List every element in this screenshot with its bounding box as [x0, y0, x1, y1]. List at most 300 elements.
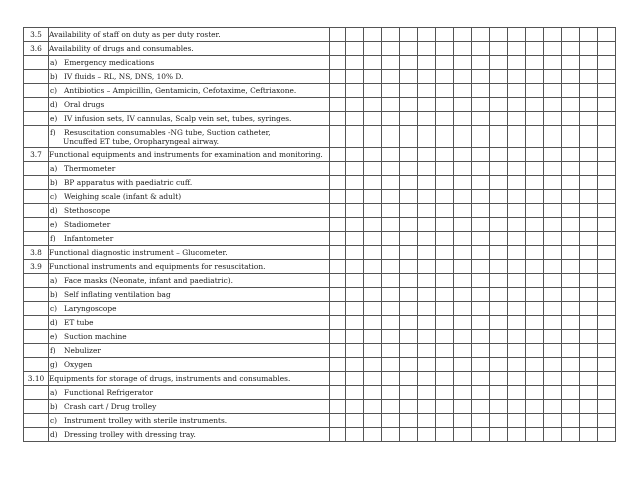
score-cell[interactable]	[346, 204, 364, 218]
score-cell[interactable]	[490, 414, 508, 428]
score-cell[interactable]	[382, 400, 400, 414]
score-cell[interactable]	[508, 112, 526, 126]
score-cell[interactable]	[562, 190, 580, 204]
score-cell[interactable]	[544, 176, 562, 190]
score-cell[interactable]	[508, 190, 526, 204]
score-cell[interactable]	[490, 204, 508, 218]
score-cell[interactable]	[526, 70, 544, 84]
score-cell[interactable]	[562, 218, 580, 232]
score-cell[interactable]	[364, 218, 382, 232]
score-cell[interactable]	[436, 176, 454, 190]
score-cell[interactable]	[562, 260, 580, 274]
score-cell[interactable]	[472, 162, 490, 176]
score-cell[interactable]	[330, 316, 346, 330]
score-cell[interactable]	[436, 126, 454, 148]
score-cell[interactable]	[544, 126, 562, 148]
score-cell[interactable]	[472, 274, 490, 288]
score-cell[interactable]	[598, 260, 616, 274]
score-cell[interactable]	[382, 148, 400, 162]
score-cell[interactable]	[526, 274, 544, 288]
score-cell[interactable]	[454, 246, 472, 260]
score-cell[interactable]	[598, 246, 616, 260]
score-cell[interactable]	[418, 302, 436, 316]
score-cell[interactable]	[526, 190, 544, 204]
score-cell[interactable]	[454, 218, 472, 232]
score-cell[interactable]	[330, 386, 346, 400]
score-cell[interactable]	[330, 42, 346, 56]
score-cell[interactable]	[508, 316, 526, 330]
score-cell[interactable]	[418, 232, 436, 246]
score-cell[interactable]	[490, 400, 508, 414]
score-cell[interactable]	[436, 274, 454, 288]
score-cell[interactable]	[382, 42, 400, 56]
score-cell[interactable]	[418, 84, 436, 98]
score-cell[interactable]	[580, 330, 598, 344]
score-cell[interactable]	[454, 176, 472, 190]
score-cell[interactable]	[544, 414, 562, 428]
score-cell[interactable]	[364, 112, 382, 126]
score-cell[interactable]	[346, 232, 364, 246]
score-cell[interactable]	[454, 28, 472, 42]
score-cell[interactable]	[598, 218, 616, 232]
score-cell[interactable]	[400, 232, 418, 246]
score-cell[interactable]	[562, 112, 580, 126]
score-cell[interactable]	[454, 372, 472, 386]
score-cell[interactable]	[346, 112, 364, 126]
score-cell[interactable]	[330, 414, 346, 428]
score-cell[interactable]	[346, 246, 364, 260]
score-cell[interactable]	[400, 386, 418, 400]
score-cell[interactable]	[400, 190, 418, 204]
score-cell[interactable]	[418, 126, 436, 148]
score-cell[interactable]	[598, 162, 616, 176]
score-cell[interactable]	[490, 190, 508, 204]
score-cell[interactable]	[330, 126, 346, 148]
score-cell[interactable]	[508, 358, 526, 372]
score-cell[interactable]	[364, 316, 382, 330]
score-cell[interactable]	[454, 260, 472, 274]
score-cell[interactable]	[526, 246, 544, 260]
score-cell[interactable]	[580, 204, 598, 218]
score-cell[interactable]	[454, 386, 472, 400]
score-cell[interactable]	[400, 84, 418, 98]
score-cell[interactable]	[454, 400, 472, 414]
score-cell[interactable]	[490, 98, 508, 112]
score-cell[interactable]	[544, 386, 562, 400]
score-cell[interactable]	[364, 386, 382, 400]
score-cell[interactable]	[346, 386, 364, 400]
score-cell[interactable]	[490, 70, 508, 84]
score-cell[interactable]	[454, 358, 472, 372]
score-cell[interactable]	[454, 148, 472, 162]
score-cell[interactable]	[418, 176, 436, 190]
score-cell[interactable]	[472, 218, 490, 232]
score-cell[interactable]	[382, 260, 400, 274]
score-cell[interactable]	[436, 260, 454, 274]
score-cell[interactable]	[580, 42, 598, 56]
score-cell[interactable]	[490, 344, 508, 358]
score-cell[interactable]	[598, 288, 616, 302]
score-cell[interactable]	[490, 218, 508, 232]
score-cell[interactable]	[364, 190, 382, 204]
score-cell[interactable]	[436, 112, 454, 126]
score-cell[interactable]	[346, 28, 364, 42]
score-cell[interactable]	[580, 218, 598, 232]
score-cell[interactable]	[544, 204, 562, 218]
score-cell[interactable]	[364, 428, 382, 442]
score-cell[interactable]	[330, 302, 346, 316]
score-cell[interactable]	[330, 330, 346, 344]
score-cell[interactable]	[346, 428, 364, 442]
score-cell[interactable]	[490, 148, 508, 162]
score-cell[interactable]	[418, 246, 436, 260]
score-cell[interactable]	[454, 112, 472, 126]
score-cell[interactable]	[526, 204, 544, 218]
score-cell[interactable]	[418, 428, 436, 442]
score-cell[interactable]	[490, 316, 508, 330]
score-cell[interactable]	[490, 232, 508, 246]
score-cell[interactable]	[330, 84, 346, 98]
score-cell[interactable]	[508, 288, 526, 302]
score-cell[interactable]	[472, 344, 490, 358]
score-cell[interactable]	[382, 70, 400, 84]
score-cell[interactable]	[454, 98, 472, 112]
score-cell[interactable]	[330, 372, 346, 386]
score-cell[interactable]	[508, 70, 526, 84]
score-cell[interactable]	[580, 84, 598, 98]
score-cell[interactable]	[562, 176, 580, 190]
score-cell[interactable]	[562, 246, 580, 260]
score-cell[interactable]	[508, 372, 526, 386]
score-cell[interactable]	[580, 98, 598, 112]
score-cell[interactable]	[472, 358, 490, 372]
score-cell[interactable]	[598, 112, 616, 126]
score-cell[interactable]	[472, 400, 490, 414]
score-cell[interactable]	[346, 176, 364, 190]
score-cell[interactable]	[400, 56, 418, 70]
score-cell[interactable]	[472, 56, 490, 70]
score-cell[interactable]	[508, 344, 526, 358]
score-cell[interactable]	[400, 414, 418, 428]
score-cell[interactable]	[562, 28, 580, 42]
score-cell[interactable]	[346, 98, 364, 112]
score-cell[interactable]	[526, 42, 544, 56]
score-cell[interactable]	[436, 28, 454, 42]
score-cell[interactable]	[364, 246, 382, 260]
score-cell[interactable]	[526, 162, 544, 176]
score-cell[interactable]	[382, 344, 400, 358]
score-cell[interactable]	[526, 372, 544, 386]
score-cell[interactable]	[382, 428, 400, 442]
score-cell[interactable]	[436, 358, 454, 372]
score-cell[interactable]	[436, 288, 454, 302]
score-cell[interactable]	[472, 260, 490, 274]
score-cell[interactable]	[330, 112, 346, 126]
score-cell[interactable]	[472, 148, 490, 162]
score-cell[interactable]	[400, 358, 418, 372]
score-cell[interactable]	[454, 274, 472, 288]
score-cell[interactable]	[562, 428, 580, 442]
score-cell[interactable]	[490, 386, 508, 400]
score-cell[interactable]	[544, 190, 562, 204]
score-cell[interactable]	[330, 162, 346, 176]
score-cell[interactable]	[382, 246, 400, 260]
score-cell[interactable]	[400, 176, 418, 190]
score-cell[interactable]	[562, 372, 580, 386]
score-cell[interactable]	[544, 162, 562, 176]
score-cell[interactable]	[580, 400, 598, 414]
score-cell[interactable]	[400, 274, 418, 288]
score-cell[interactable]	[436, 232, 454, 246]
score-cell[interactable]	[454, 428, 472, 442]
score-cell[interactable]	[526, 98, 544, 112]
score-cell[interactable]	[490, 176, 508, 190]
score-cell[interactable]	[580, 246, 598, 260]
score-cell[interactable]	[346, 70, 364, 84]
score-cell[interactable]	[382, 274, 400, 288]
score-cell[interactable]	[490, 56, 508, 70]
score-cell[interactable]	[454, 84, 472, 98]
score-cell[interactable]	[364, 84, 382, 98]
score-cell[interactable]	[580, 260, 598, 274]
score-cell[interactable]	[382, 28, 400, 42]
score-cell[interactable]	[508, 148, 526, 162]
score-cell[interactable]	[508, 414, 526, 428]
score-cell[interactable]	[418, 112, 436, 126]
score-cell[interactable]	[526, 126, 544, 148]
score-cell[interactable]	[472, 84, 490, 98]
score-cell[interactable]	[490, 288, 508, 302]
score-cell[interactable]	[508, 204, 526, 218]
score-cell[interactable]	[330, 218, 346, 232]
score-cell[interactable]	[400, 42, 418, 56]
score-cell[interactable]	[418, 28, 436, 42]
score-cell[interactable]	[580, 372, 598, 386]
score-cell[interactable]	[580, 126, 598, 148]
score-cell[interactable]	[436, 316, 454, 330]
score-cell[interactable]	[562, 274, 580, 288]
score-cell[interactable]	[472, 288, 490, 302]
score-cell[interactable]	[490, 84, 508, 98]
score-cell[interactable]	[526, 330, 544, 344]
score-cell[interactable]	[364, 400, 382, 414]
score-cell[interactable]	[346, 372, 364, 386]
score-cell[interactable]	[418, 316, 436, 330]
score-cell[interactable]	[472, 372, 490, 386]
score-cell[interactable]	[436, 344, 454, 358]
score-cell[interactable]	[562, 386, 580, 400]
score-cell[interactable]	[418, 344, 436, 358]
score-cell[interactable]	[598, 330, 616, 344]
score-cell[interactable]	[544, 28, 562, 42]
score-cell[interactable]	[472, 414, 490, 428]
score-cell[interactable]	[490, 372, 508, 386]
score-cell[interactable]	[544, 70, 562, 84]
score-cell[interactable]	[346, 302, 364, 316]
score-cell[interactable]	[580, 386, 598, 400]
score-cell[interactable]	[544, 344, 562, 358]
score-cell[interactable]	[364, 28, 382, 42]
score-cell[interactable]	[418, 288, 436, 302]
score-cell[interactable]	[330, 56, 346, 70]
score-cell[interactable]	[562, 302, 580, 316]
score-cell[interactable]	[364, 148, 382, 162]
score-cell[interactable]	[454, 126, 472, 148]
score-cell[interactable]	[598, 316, 616, 330]
score-cell[interactable]	[562, 56, 580, 70]
score-cell[interactable]	[364, 42, 382, 56]
score-cell[interactable]	[454, 288, 472, 302]
score-cell[interactable]	[472, 42, 490, 56]
score-cell[interactable]	[400, 246, 418, 260]
score-cell[interactable]	[508, 400, 526, 414]
score-cell[interactable]	[472, 98, 490, 112]
score-cell[interactable]	[346, 358, 364, 372]
score-cell[interactable]	[598, 42, 616, 56]
score-cell[interactable]	[508, 176, 526, 190]
score-cell[interactable]	[436, 302, 454, 316]
score-cell[interactable]	[330, 148, 346, 162]
score-cell[interactable]	[472, 232, 490, 246]
score-cell[interactable]	[400, 260, 418, 274]
score-cell[interactable]	[454, 70, 472, 84]
score-cell[interactable]	[562, 204, 580, 218]
score-cell[interactable]	[454, 232, 472, 246]
score-cell[interactable]	[436, 414, 454, 428]
score-cell[interactable]	[526, 176, 544, 190]
score-cell[interactable]	[580, 190, 598, 204]
score-cell[interactable]	[364, 126, 382, 148]
score-cell[interactable]	[544, 112, 562, 126]
score-cell[interactable]	[436, 428, 454, 442]
score-cell[interactable]	[400, 162, 418, 176]
score-cell[interactable]	[330, 204, 346, 218]
score-cell[interactable]	[400, 126, 418, 148]
score-cell[interactable]	[580, 316, 598, 330]
score-cell[interactable]	[382, 288, 400, 302]
score-cell[interactable]	[508, 274, 526, 288]
score-cell[interactable]	[364, 330, 382, 344]
score-cell[interactable]	[490, 428, 508, 442]
score-cell[interactable]	[490, 126, 508, 148]
score-cell[interactable]	[346, 126, 364, 148]
score-cell[interactable]	[562, 344, 580, 358]
score-cell[interactable]	[346, 162, 364, 176]
score-cell[interactable]	[364, 176, 382, 190]
score-cell[interactable]	[490, 112, 508, 126]
score-cell[interactable]	[418, 190, 436, 204]
score-cell[interactable]	[580, 274, 598, 288]
score-cell[interactable]	[598, 190, 616, 204]
score-cell[interactable]	[508, 260, 526, 274]
score-cell[interactable]	[472, 70, 490, 84]
score-cell[interactable]	[418, 218, 436, 232]
score-cell[interactable]	[580, 414, 598, 428]
score-cell[interactable]	[508, 98, 526, 112]
score-cell[interactable]	[598, 232, 616, 246]
score-cell[interactable]	[544, 42, 562, 56]
score-cell[interactable]	[526, 414, 544, 428]
score-cell[interactable]	[472, 190, 490, 204]
score-cell[interactable]	[472, 302, 490, 316]
score-cell[interactable]	[382, 414, 400, 428]
score-cell[interactable]	[580, 302, 598, 316]
score-cell[interactable]	[364, 288, 382, 302]
score-cell[interactable]	[400, 372, 418, 386]
score-cell[interactable]	[562, 148, 580, 162]
score-cell[interactable]	[562, 288, 580, 302]
score-cell[interactable]	[544, 288, 562, 302]
score-cell[interactable]	[598, 126, 616, 148]
score-cell[interactable]	[346, 274, 364, 288]
score-cell[interactable]	[580, 148, 598, 162]
score-cell[interactable]	[472, 28, 490, 42]
score-cell[interactable]	[346, 148, 364, 162]
score-cell[interactable]	[400, 316, 418, 330]
score-cell[interactable]	[330, 232, 346, 246]
score-cell[interactable]	[436, 372, 454, 386]
score-cell[interactable]	[330, 288, 346, 302]
score-cell[interactable]	[418, 260, 436, 274]
score-cell[interactable]	[418, 400, 436, 414]
score-cell[interactable]	[330, 260, 346, 274]
score-cell[interactable]	[436, 386, 454, 400]
score-cell[interactable]	[364, 344, 382, 358]
score-cell[interactable]	[418, 330, 436, 344]
score-cell[interactable]	[526, 344, 544, 358]
score-cell[interactable]	[472, 112, 490, 126]
score-cell[interactable]	[580, 232, 598, 246]
score-cell[interactable]	[364, 260, 382, 274]
score-cell[interactable]	[544, 246, 562, 260]
score-cell[interactable]	[364, 414, 382, 428]
score-cell[interactable]	[382, 84, 400, 98]
score-cell[interactable]	[330, 400, 346, 414]
score-cell[interactable]	[544, 84, 562, 98]
score-cell[interactable]	[400, 302, 418, 316]
score-cell[interactable]	[526, 428, 544, 442]
score-cell[interactable]	[526, 316, 544, 330]
score-cell[interactable]	[508, 162, 526, 176]
score-cell[interactable]	[400, 28, 418, 42]
score-cell[interactable]	[598, 302, 616, 316]
score-cell[interactable]	[598, 98, 616, 112]
score-cell[interactable]	[544, 358, 562, 372]
score-cell[interactable]	[526, 148, 544, 162]
score-cell[interactable]	[490, 330, 508, 344]
score-cell[interactable]	[544, 98, 562, 112]
score-cell[interactable]	[472, 316, 490, 330]
score-cell[interactable]	[544, 218, 562, 232]
score-cell[interactable]	[364, 232, 382, 246]
score-cell[interactable]	[598, 28, 616, 42]
score-cell[interactable]	[382, 56, 400, 70]
score-cell[interactable]	[544, 260, 562, 274]
score-cell[interactable]	[346, 400, 364, 414]
score-cell[interactable]	[364, 98, 382, 112]
score-cell[interactable]	[598, 386, 616, 400]
score-cell[interactable]	[436, 56, 454, 70]
score-cell[interactable]	[418, 386, 436, 400]
score-cell[interactable]	[526, 260, 544, 274]
score-cell[interactable]	[364, 204, 382, 218]
score-cell[interactable]	[346, 42, 364, 56]
score-cell[interactable]	[562, 400, 580, 414]
score-cell[interactable]	[400, 330, 418, 344]
score-cell[interactable]	[436, 42, 454, 56]
score-cell[interactable]	[330, 358, 346, 372]
score-cell[interactable]	[330, 246, 346, 260]
